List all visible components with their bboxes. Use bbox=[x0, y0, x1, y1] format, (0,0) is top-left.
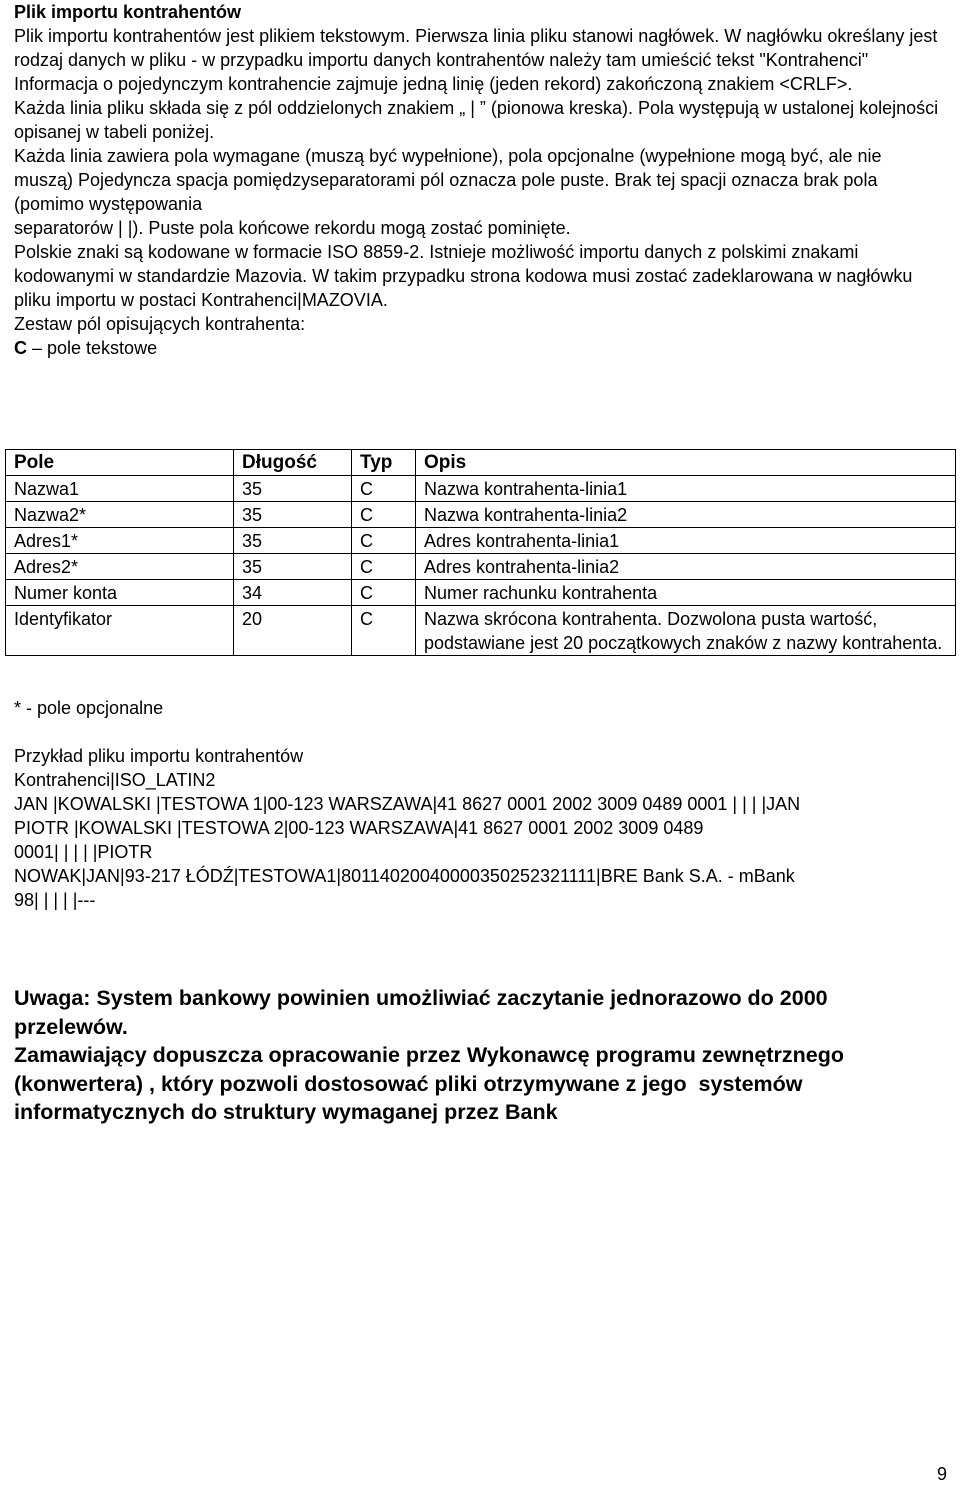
header-description: Opis bbox=[416, 450, 956, 476]
example-block bbox=[14, 744, 944, 912]
field-description: Adres kontrahenta-linia1 bbox=[416, 528, 956, 554]
optional-note-block bbox=[14, 696, 944, 720]
example-line: 0001| | | | |PIOTR bbox=[14, 842, 153, 862]
record-paragraph: Informacja o pojedynczym kontrahencie zajmuje jedną linię (jeden rekord) zakończoną znakiem <CRLF>. bbox=[14, 74, 853, 94]
field-type: C bbox=[352, 580, 416, 606]
optional-note: * - pole opcjonalne bbox=[14, 698, 164, 718]
converter-paragraph: Zamawiający dopuszcza opracowanie przez Wykonawcę programu zewnętrznego (konwertera) , który pozwoli dostosować pliki otrzymywane z jego systemów informatycznych do struktury wymaganej przez Bank bbox=[14, 1043, 850, 1124]
fields-table bbox=[5, 449, 956, 656]
field-type: C bbox=[352, 554, 416, 580]
example-line: 98| | | | |--- bbox=[14, 890, 96, 910]
field-length: 20 bbox=[234, 606, 352, 656]
table-row bbox=[6, 606, 956, 656]
document-title: Plik importu kontrahentów bbox=[14, 2, 242, 22]
field-length: 35 bbox=[234, 554, 352, 580]
table-row bbox=[6, 476, 956, 502]
warning-paragraph: Uwaga: System bankowy powinien umożliwiać zaczytanie jednorazowo do 2000 przelewów. bbox=[14, 986, 834, 1039]
table-row bbox=[6, 502, 956, 528]
field-description: Nazwa kontrahenta-linia1 bbox=[416, 476, 956, 502]
separators-paragraph: separatorów | |). Puste pola końcowe rekordu mogą zostać pominięte. bbox=[14, 218, 571, 238]
example-line: NOWAK|JAN|93-217 ŁÓDŹ|TESTOWA1|80114020040000350252321111|BRE Bank S.A. - mBank bbox=[14, 866, 795, 886]
type-legend-text: – pole tekstowe bbox=[27, 338, 158, 358]
table-row bbox=[6, 580, 956, 606]
field-name: Adres1* bbox=[6, 528, 234, 554]
field-description: Nazwa skrócona kontrahenta. Dozwolona pusta wartość, podstawiane jest 20 początkowych znaków z nazwy kontrahenta. bbox=[416, 606, 956, 656]
separator-paragraph: Każda linia pliku składa się z pól oddzielonych znakiem „ | ” (pionowa kreska). Pola występują w ustalonej kolejności opisanej w tabeli poniżej. bbox=[14, 98, 944, 142]
field-length: 34 bbox=[234, 580, 352, 606]
table-header-row bbox=[6, 450, 956, 476]
fields-paragraph: Każda linia zawiera pola wymagane (muszą być wypełnione), pola opcjonalne (wypełnione mogą być, ale nie muszą) Pojedyncza spacja pomiędzyseparatorami pól oznacza pole puste. Brak tej spacji oznacza brak pola (pomimo występowania bbox=[14, 146, 887, 214]
field-type: C bbox=[352, 502, 416, 528]
document-page bbox=[14, 0, 944, 360]
field-length: 35 bbox=[234, 528, 352, 554]
field-name: Numer konta bbox=[6, 580, 234, 606]
field-type: C bbox=[352, 528, 416, 554]
intro-paragraph: Plik importu kontrahentów jest plikiem tekstowym. Pierwsza linia pliku stanowi nagłówek. W nagłówku określany jest rodzaj danych w pliku - w przypadku importu danych kontrahentów należy tam umieścić tekst "Kontrahenci" bbox=[14, 26, 943, 70]
header-length: Długość bbox=[234, 450, 352, 476]
field-description: Nazwa kontrahenta-linia2 bbox=[416, 502, 956, 528]
example-line: Kontrahenci|ISO_LATIN2 bbox=[14, 770, 216, 790]
field-name: Nazwa2* bbox=[6, 502, 234, 528]
field-type: C bbox=[352, 606, 416, 656]
field-name: Nazwa1 bbox=[6, 476, 234, 502]
type-legend-code: C bbox=[14, 338, 27, 358]
field-type: C bbox=[352, 476, 416, 502]
table-row bbox=[6, 528, 956, 554]
field-set-label: Zestaw pól opisujących kontrahenta: bbox=[14, 314, 306, 334]
header-type: Typ bbox=[352, 450, 416, 476]
encoding-paragraph: Polskie znaki są kodowane w formacie ISO 8859-2. Istnieje możliwość importu danych z polskimi znakami kodowanymi w standardzie Mazovia. W takim przypadku strona kodowa musi zostać zadeklarowana w nagłówku pliku importu w postaci Kontrahenci|MAZOVIA. bbox=[14, 242, 918, 310]
field-description: Numer rachunku kontrahenta bbox=[416, 580, 956, 606]
warning-block bbox=[14, 984, 944, 1127]
example-line: JAN |KOWALSKI |TESTOWA 1|00-123 WARSZAWA|41 8627 0001 2002 3009 0489 0001 | | | |JAN bbox=[14, 794, 801, 814]
field-description: Adres kontrahenta-linia2 bbox=[416, 554, 956, 580]
header-field: Pole bbox=[6, 450, 234, 476]
table-row bbox=[6, 554, 956, 580]
field-length: 35 bbox=[234, 502, 352, 528]
type-legend bbox=[14, 336, 944, 360]
field-length: 35 bbox=[234, 476, 352, 502]
field-name: Identyfikator bbox=[6, 606, 234, 656]
example-line: PIOTR |KOWALSKI |TESTOWA 2|00-123 WARSZAWA|41 8627 0001 2002 3009 0489 bbox=[14, 818, 704, 838]
page-number: 9 bbox=[937, 1464, 948, 1484]
example-title: Przykład pliku importu kontrahentów bbox=[14, 746, 304, 766]
field-name: Adres2* bbox=[6, 554, 234, 580]
